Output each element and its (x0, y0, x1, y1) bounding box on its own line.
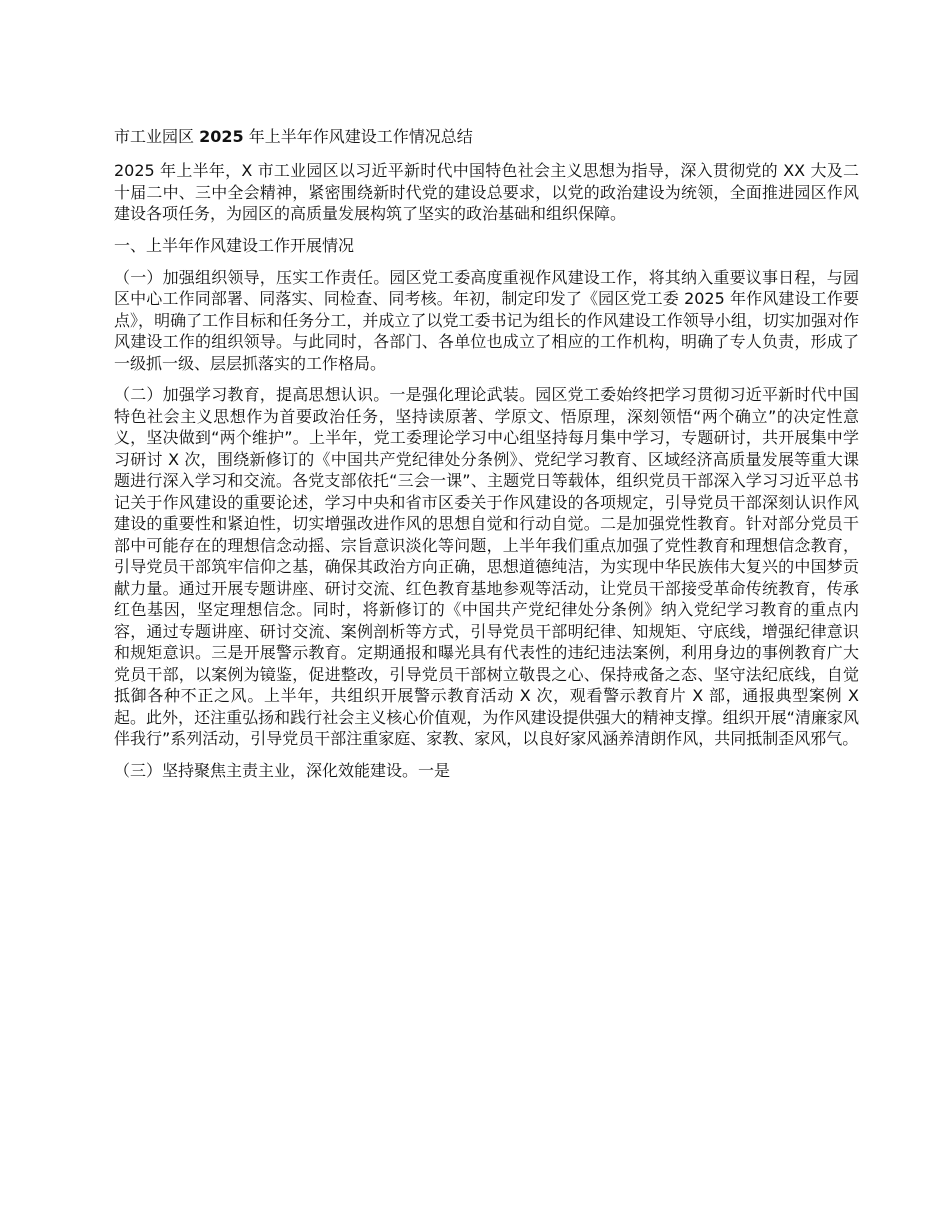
title-year: 2025 (199, 127, 244, 146)
paragraph-efficiency-building: （三）坚持聚焦主责主业，深化效能建设。一是 (114, 760, 451, 780)
title-prefix: 市工业园区 (114, 127, 200, 146)
intro-paragraph: 2025 年上半年，X 市工业园区以习近平新时代中国特色社会主义思想为指导，深入贯彻党的 XX 大及二十届二中、三中全会精神，紧密围绕新时代党的建设总要求，以党的政治建设为统领，全面推进园区作风建设各项任务，为园区的高质量发展构筑了坚实的政治基础和组织保障。 (114, 161, 859, 223)
paragraph-organization-leadership: （一）加强组织领导，压实工作责任。园区党工委高度重视作风建设工作，将其纳入重要议事日程，与园区中心工作同部署、同落实、同检查、同考核。年初，制定印发了《园区党工委 2025 年作风建设工作要点》，明确了工作目标和任务分工，并成立了以党工委书记为组长的作风建设工作领导小组，切实加强对作风建设工作的组织领导。与此同时，各部门、各单位也成立了相应的工作机构，明确了专人负责，形成了一级抓一级、层层抓落实的工作格局。 (114, 267, 859, 373)
paragraph-study-education: （二）加强学习教育，提高思想认识。一是强化理论武装。园区党工委始终把学习贯彻习近平新时代中国特色社会主义思想作为首要政治任务，坚持读原著、学原文、悟原理，深刻领悟“两个确立”的决定性意义，坚决做到“两个维护”。上半年，党工委理论学习中心组坚持每月集中学习，专题研讨，共开展集中学习研讨 X 次，围绕新修订的《中国共产党纪律处分条例》、党纪学习教育、区域经济高质量发展等重大课题进行深入学习和交流。各党支部依托“三会一课”、主题党日等载体，组织党员干部深入学习习近平总书记关于作风建设的重要论述，学习中央和省市区委关于作风建设的各项规定，引导党员干部深刻认识作风建设的重要性和紧迫性，切实增强改进作风的思想自觉和行动自觉。二是加强党性教育。针对部分党员干部中可能存在的理想信念动摇、宗旨意识淡化等问题，上半年我们重点加强了党性教育和理想信念教育，引导党员干部筑牢信仰之基，确保其政治方向正确，思想道德纯洁，为实现中华民族伟大复兴的中国梦贡献力量。通过开展专题讲座、研讨交流、红色教育基地参观等活动，让党员干部接受革命传统教育，传承红色基因，坚定理想信念。同时，将新修订的《中国共产党纪律处分条例》纳入党纪学习教育的重点内容，通过专题讲座、研讨交流、案例剖析等方式，引导党员干部明纪律、知规矩、守底线，增强纪律意识和规矩意识。三是开展警示教育。定期通报和曝光具有代表性的违纪违法案例，利用身边的事例教育广大党员干部，以案例为镜鉴，促进整改，引导党员干部树立敬畏之心、保持戒备之态、坚守法纪底线，自觉抵御各种不正之风。上半年，共组织开展警示教育活动 X 次，观看警示教育片 X 部，通报典型案例 X 起。此外，还注重弘扬和践行社会主义核心价值观，为作风建设提供强大的精神支撑。组织开展“清廉家风伴我行”系列活动，引导党员干部注重家庭、家教、家风，以良好家风涵养清朗作风，共同抵制歪风邪气。 (114, 385, 859, 748)
section-heading: 一、上半年作风建设工作开展情况 (114, 235, 355, 255)
document-title (114, 126, 859, 148)
title-suffix: 年上半年作风建设工作情况总结 (243, 127, 473, 146)
document-page (114, 126, 859, 791)
